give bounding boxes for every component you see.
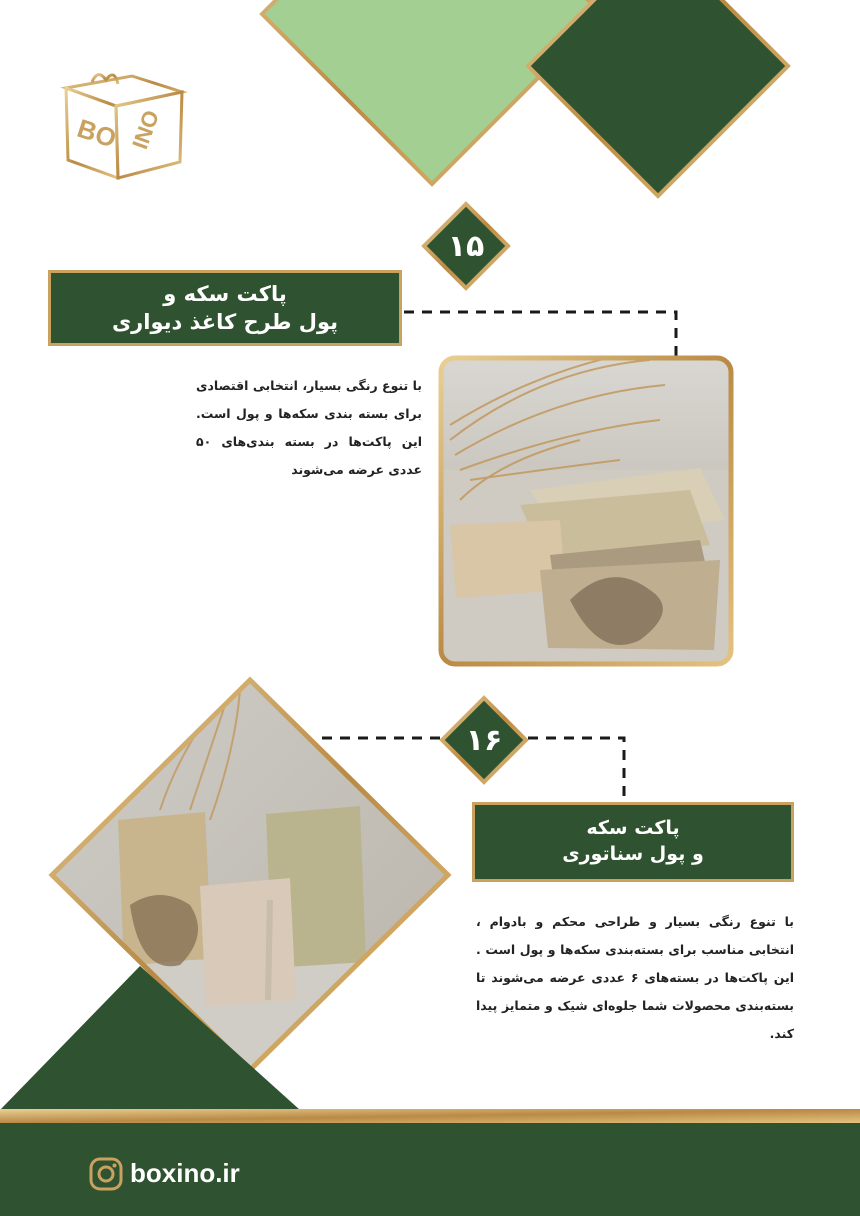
dark-green-diamond	[528, 0, 788, 196]
svg-text:INO: INO	[127, 106, 165, 153]
item-number-badge: ۱۵	[447, 228, 485, 264]
boxino-logo	[66, 74, 182, 178]
product-photo-wallpaper-envelopes	[441, 355, 731, 664]
footer-bar	[0, 1123, 860, 1216]
item-title-line: و پول سناتوری	[562, 843, 704, 865]
website-link[interactable]: boxino.ir	[130, 1158, 240, 1188]
item-title-line: پاکت سکه	[586, 817, 680, 840]
item-title-box	[472, 802, 794, 882]
item-title-line: پاکت سکه و	[163, 281, 287, 306]
instagram-icon[interactable]	[88, 1156, 124, 1192]
item-title-box	[48, 270, 402, 346]
item-description: با تنوع رنگی بسیار و طراحی محکم و بادوام ، انتخابی مناسب برای بسته‌بندی سکه‌ها و پول است . این پاکت‌ها در بسته‌های ۶ عددی عرضه می‌شوند تا بسته‌بندی محصولات شما جلوه‌ای شیک و متمایز پیدا کند.	[476, 914, 794, 1041]
item-description: با تنوع رنگی بسیار، انتخابی اقتصادی برای بسته بندی سکه‌ها و پول است. این پاکت‌ها در بسته بندی‌های ۵۰ عددی عرضه می‌شوند	[196, 378, 422, 477]
item-number-badge: ۱۶	[465, 722, 503, 758]
svg-text:BO: BO	[73, 112, 121, 154]
item-title-line: پول طرح کاغذ دیواری	[111, 310, 339, 334]
gold-divider	[0, 1109, 860, 1123]
light-green-diamond	[262, 0, 602, 184]
